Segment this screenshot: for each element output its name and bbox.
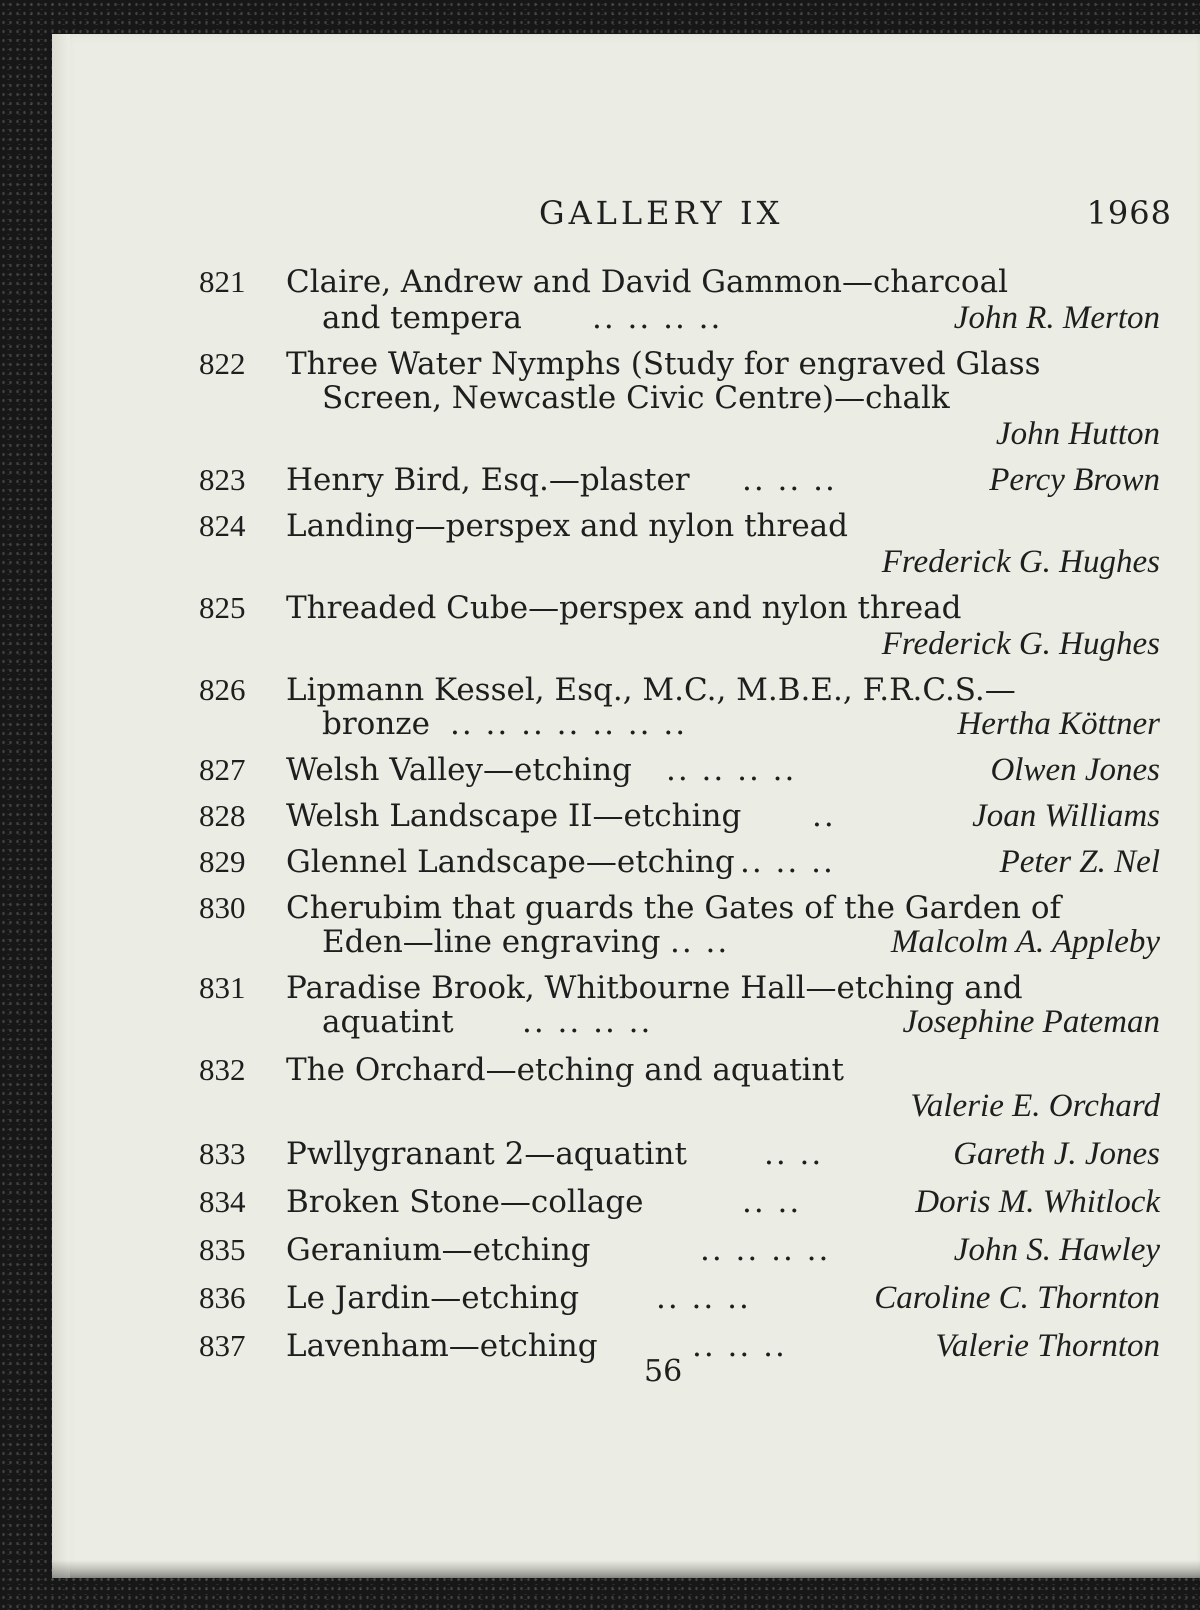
entry-title-line <box>286 750 632 790</box>
entry-artist: Caroline C. Thornton <box>874 1280 1160 1316</box>
entry-title-line <box>286 796 741 836</box>
entry-medium: —etching <box>430 1280 580 1316</box>
entry-artist: Hertha Köttner <box>957 706 1160 742</box>
entry-number: 836 <box>199 1280 246 1315</box>
dot-leaders: .. .. .. .. <box>592 300 723 336</box>
dot-leaders: .. .. .. <box>740 844 835 880</box>
list-item-artist-line <box>52 414 1200 454</box>
entry-title-line <box>286 1182 643 1222</box>
entry-title-line <box>286 506 848 546</box>
entry-artist: John R. Merton <box>953 300 1160 336</box>
dot-leaders: .. .. .. .. <box>700 1232 831 1268</box>
entry-artist: Malcolm A. Appleby <box>890 924 1160 960</box>
list-item <box>52 506 1200 546</box>
entry-title: Geranium <box>286 1232 442 1268</box>
list-item <box>52 1230 1200 1270</box>
entry-medium: —etching <box>592 798 742 834</box>
list-item <box>52 1278 1200 1318</box>
entry-artist: Joan Williams <box>972 798 1160 834</box>
entry-number: 827 <box>199 752 246 787</box>
entry-artist: Doris M. Whitlock <box>915 1184 1160 1220</box>
list-item-continuation <box>52 704 1200 744</box>
list-item <box>52 588 1200 628</box>
entry-title: Welsh Valley <box>286 752 484 788</box>
list-item <box>52 750 1200 790</box>
year: 1968 <box>1086 194 1172 232</box>
entry-title-line <box>322 378 950 418</box>
entry-artist: Josephine Pateman <box>902 1004 1160 1040</box>
entry-medium: —etching and aquatint <box>485 1052 844 1088</box>
entry-number: 834 <box>199 1184 246 1219</box>
entry-medium: —etching <box>441 1232 591 1268</box>
entry-medium: —chalk <box>834 380 950 416</box>
entry-title: Lipmann Kessel, Esq., M.C., M.B.E., F.R.C.S.— <box>286 672 1016 708</box>
entry-number: 825 <box>199 590 246 625</box>
entry-artist: Gareth J. Jones <box>953 1136 1160 1172</box>
entry-title-line <box>286 262 1008 302</box>
dot-leaders: .. .. .. <box>656 1280 751 1316</box>
entry-medium: —aquatint <box>524 1136 687 1172</box>
dot-leaders: .. .. .. .. <box>522 1004 653 1040</box>
dot-leaders: .. .. .. <box>692 1328 787 1364</box>
dot-leaders: .. .. <box>742 1184 802 1220</box>
entry-number: 831 <box>199 970 246 1005</box>
entry-medium: —etching <box>585 844 735 880</box>
entry-title: Paradise Brook, Whitbourne Hall <box>286 970 806 1006</box>
entry-medium: —etching <box>448 1328 598 1364</box>
entry-artist: Frederick G. Hughes <box>881 626 1160 662</box>
dot-leaders: .. <box>812 798 836 834</box>
entry-number: 826 <box>199 672 246 707</box>
list-item-artist-line <box>52 624 1200 664</box>
entry-continuation: bronze <box>322 706 430 742</box>
entry-title: Glennel Landscape <box>286 844 586 880</box>
entry-medium: —etching <box>483 752 632 788</box>
entry-title-line <box>286 588 961 628</box>
entry-artist: Frederick G. Hughes <box>881 544 1160 580</box>
entry-title-line <box>286 1326 598 1366</box>
list-item-artist-line <box>52 542 1200 582</box>
entry-number: 835 <box>199 1232 246 1267</box>
list-item-continuation <box>52 1002 1200 1042</box>
list-item <box>52 262 1200 302</box>
entry-number: 833 <box>199 1136 246 1171</box>
entry-title-line <box>286 1050 844 1090</box>
entry-title-line <box>286 1278 579 1318</box>
entry-medium: —charcoal <box>841 264 1008 300</box>
list-item <box>52 1050 1200 1090</box>
entry-title: Three Water Nymphs (Study for engraved Glass <box>286 346 1041 382</box>
entry-artist: Olwen Jones <box>990 752 1160 788</box>
entry-medium: —collage <box>499 1184 644 1220</box>
entry-number: 823 <box>199 462 246 497</box>
entry-title: Lavenham <box>286 1328 449 1364</box>
entry-medium: —perspex and nylon thread <box>414 508 848 544</box>
entry-number: 828 <box>199 798 246 833</box>
page-number: 56 <box>644 1354 683 1389</box>
dot-leaders: .. .. <box>670 924 730 960</box>
entry-medium: —plaster <box>548 462 690 498</box>
entry-continuation: aquatint <box>322 1004 454 1040</box>
entry-title-line <box>286 1230 591 1270</box>
dot-leaders: .. .. .. .. <box>666 752 797 788</box>
entry-title-line <box>322 922 660 962</box>
entry-number: 837 <box>199 1328 246 1363</box>
list-item <box>52 1182 1200 1222</box>
entry-continuation: Screen, Newcastle Civic Centre) <box>322 380 835 416</box>
list-item <box>52 1134 1200 1174</box>
entry-title: Pwllygranant 2 <box>286 1136 525 1172</box>
entry-title-line <box>286 460 690 500</box>
entry-number: 830 <box>199 890 246 925</box>
entry-number: 832 <box>199 1052 246 1087</box>
entry-number: 824 <box>199 508 246 543</box>
entry-number: 822 <box>199 346 246 381</box>
entry-medium: —line engraving <box>402 924 661 960</box>
entry-title: Cherubim that guards the Gates of the Garden of <box>286 890 1062 926</box>
gallery-title: GALLERY IX <box>539 194 784 232</box>
entry-title: Threaded Cube <box>286 590 529 626</box>
entry-continuation: and tempera <box>322 300 522 336</box>
dot-leaders: .. .. .. <box>742 462 837 498</box>
entry-number: 829 <box>199 844 246 879</box>
entry-artist: John Hutton <box>995 416 1160 452</box>
entry-number: 821 <box>199 264 246 299</box>
dot-leaders: .. .. .. .. .. .. .. <box>450 706 688 742</box>
list-item <box>52 796 1200 836</box>
catalogue-page <box>52 34 1200 1578</box>
entry-title: Henry Bird, Esq. <box>286 462 549 498</box>
list-item <box>52 1326 1200 1366</box>
entry-artist: Valerie E. Orchard <box>910 1088 1160 1124</box>
entry-medium: —perspex and nylon thread <box>528 590 962 626</box>
page-header <box>52 194 1200 238</box>
list-item-continuation <box>52 378 1200 418</box>
dot-leaders: .. .. <box>764 1136 824 1172</box>
entry-artist: Valerie Thornton <box>935 1328 1160 1364</box>
entry-title: Le Jardin <box>286 1280 431 1316</box>
entry-title: Claire, Andrew and David Gammon <box>286 264 842 300</box>
entry-title-line <box>286 842 735 882</box>
list-item-artist-line <box>52 1086 1200 1126</box>
entry-title: Broken Stone <box>286 1184 500 1220</box>
page-bottom-shadow <box>52 1560 1200 1578</box>
entry-title: Welsh Landscape II <box>286 798 593 834</box>
list-item <box>52 460 1200 500</box>
list-item <box>52 842 1200 882</box>
entry-title-line <box>286 1134 687 1174</box>
entry-title: The Orchard <box>286 1052 486 1088</box>
entry-artist: Peter Z. Nel <box>999 844 1160 880</box>
entry-artist: Percy Brown <box>989 462 1160 498</box>
list-item-continuation <box>52 922 1200 962</box>
entry-artist: John S. Hawley <box>953 1232 1160 1268</box>
list-item-continuation <box>52 298 1200 338</box>
entry-title: Landing <box>286 508 415 544</box>
entry-medium: —etching and <box>805 970 1023 1006</box>
entry-continuation: Eden <box>322 924 403 960</box>
